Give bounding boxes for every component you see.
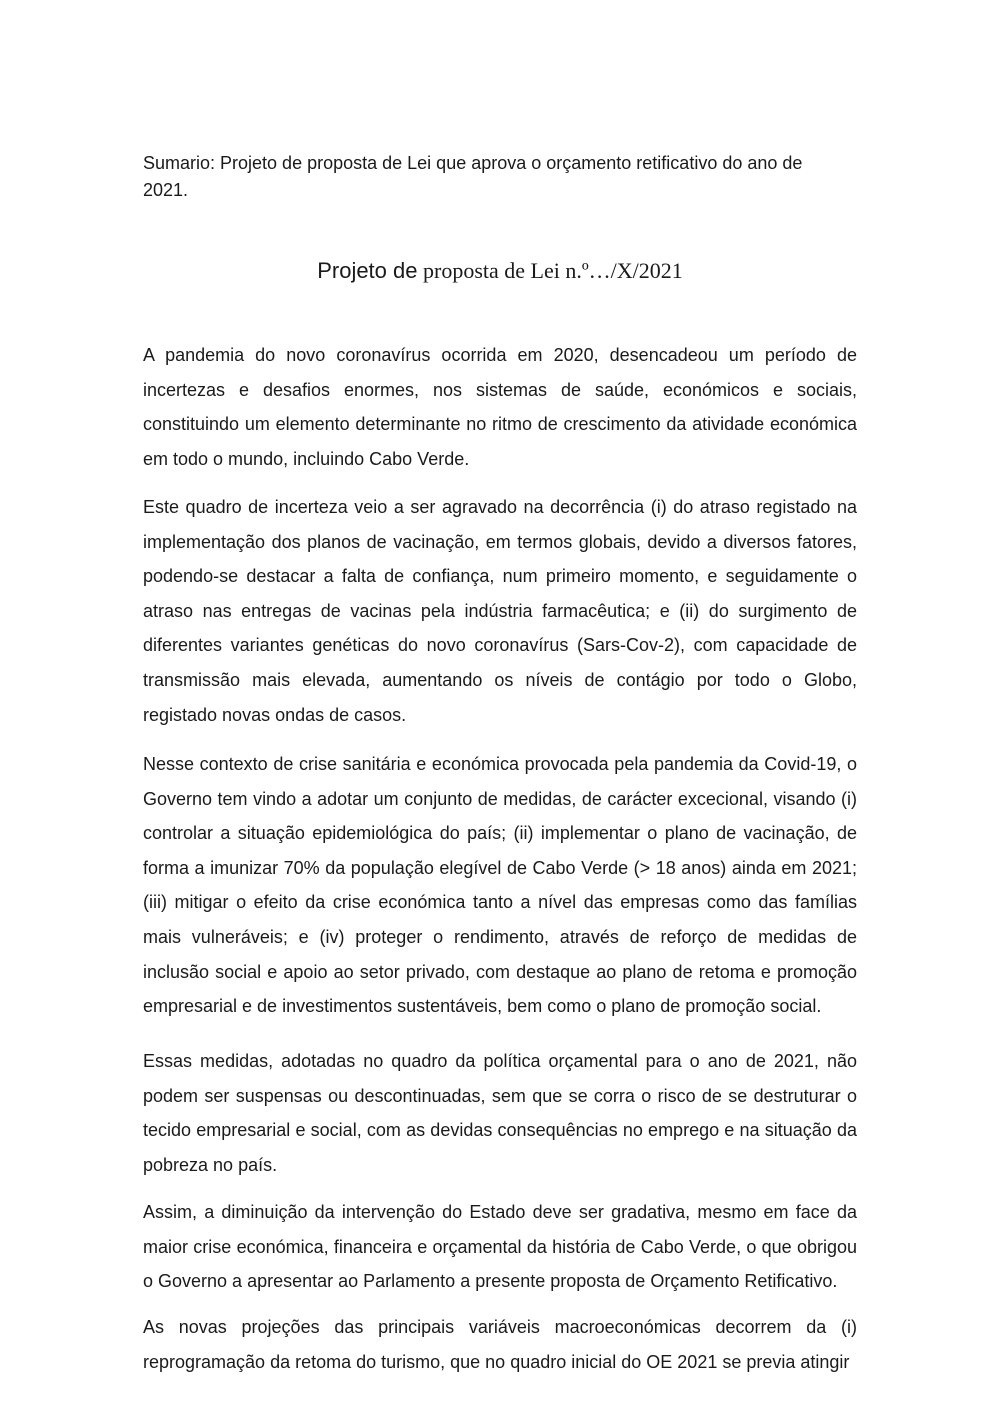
- document-title-lead: Projeto de: [317, 258, 418, 283]
- paragraph-budget-policy: Essas medidas, adotadas no quadro da política orçamental para o ano de 2021, não podem ser suspensas ou descontinuadas, sem que se corra o risco de se destruturar o tecido empresarial e social, com as devidas consequências no emprego e na situação da pobreza no país.: [143, 1051, 857, 1175]
- paragraph-state-intervention: Assim, a diminuição da intervenção do Estado deve ser gradativa, mesmo em face da maior crise económica, financeira e orçamental da história de Cabo Verde, o que obrigou o Governo a apresentar ao Parlamento a presente proposta de Orçamento Retificativo.: [143, 1202, 857, 1292]
- paragraph-government-measures: Nesse contexto de crise sanitária e económica provocada pela pandemia da Covid-19, o Governo tem vindo a adotar um conjunto de medidas, de carácter excecional, visando (i) controlar a situação epidemiológica do país; (ii) implementar o plano de vacinação, de forma a imunizar 70% da população elegível de Cabo Verde (> 18 anos) ainda em 2021; (iii) mitigar o efeito da crise económica tanto a nível das empresas como das famílias mais vulneráveis; e (iv) proteger o rendimento, através de reforço de medidas de inclusão social e apoio ao setor privado, com destaque ao plano de retoma e promoção empresarial e de investimentos sustentáveis, bem como o plano de promoção social.: [143, 754, 857, 1017]
- document-title: [143, 255, 857, 287]
- document-title-rest: proposta de Lei n.º…/X/2021: [417, 258, 683, 283]
- summary-line: Sumario: Projeto de proposta de Lei que aprova o orçamento retificativo do ano de 2021.: [143, 153, 803, 200]
- paragraph-pandemic-context: A pandemia do novo coronavírus ocorrida em 2020, desencadeou um período de incertezas e desafios enormes, nos sistemas de saúde, económicos e sociais, constituindo um elemento determinante no ritmo de crescimento da atividade económica em todo o mundo, incluindo Cabo Verde.: [143, 345, 857, 469]
- paragraph-uncertainty: Este quadro de incerteza veio a ser agravado na decorrência (i) do atraso registado na implementação dos planos de vacinação, em termos globais, devido a diversos fatores, podendo-se destacar a falta de confiança, num primeiro momento, e seguidamente o atraso nas entregas de vacinas pela indústria farmacêutica; e (ii) do surgimento de diferentes variantes genéticas do novo coronavírus (Sars-Cov-2), com capacidade de transmissão mais elevada, aumentando os níveis de contágio por todo o Globo, registado novas ondas de casos.: [143, 497, 857, 725]
- paragraph-macro-projections: As novas projeções das principais variáveis macroeconómicas decorrem da (i) reprogramação da retoma do turismo, que no quadro inicial do OE 2021 se previa atingir: [143, 1317, 857, 1372]
